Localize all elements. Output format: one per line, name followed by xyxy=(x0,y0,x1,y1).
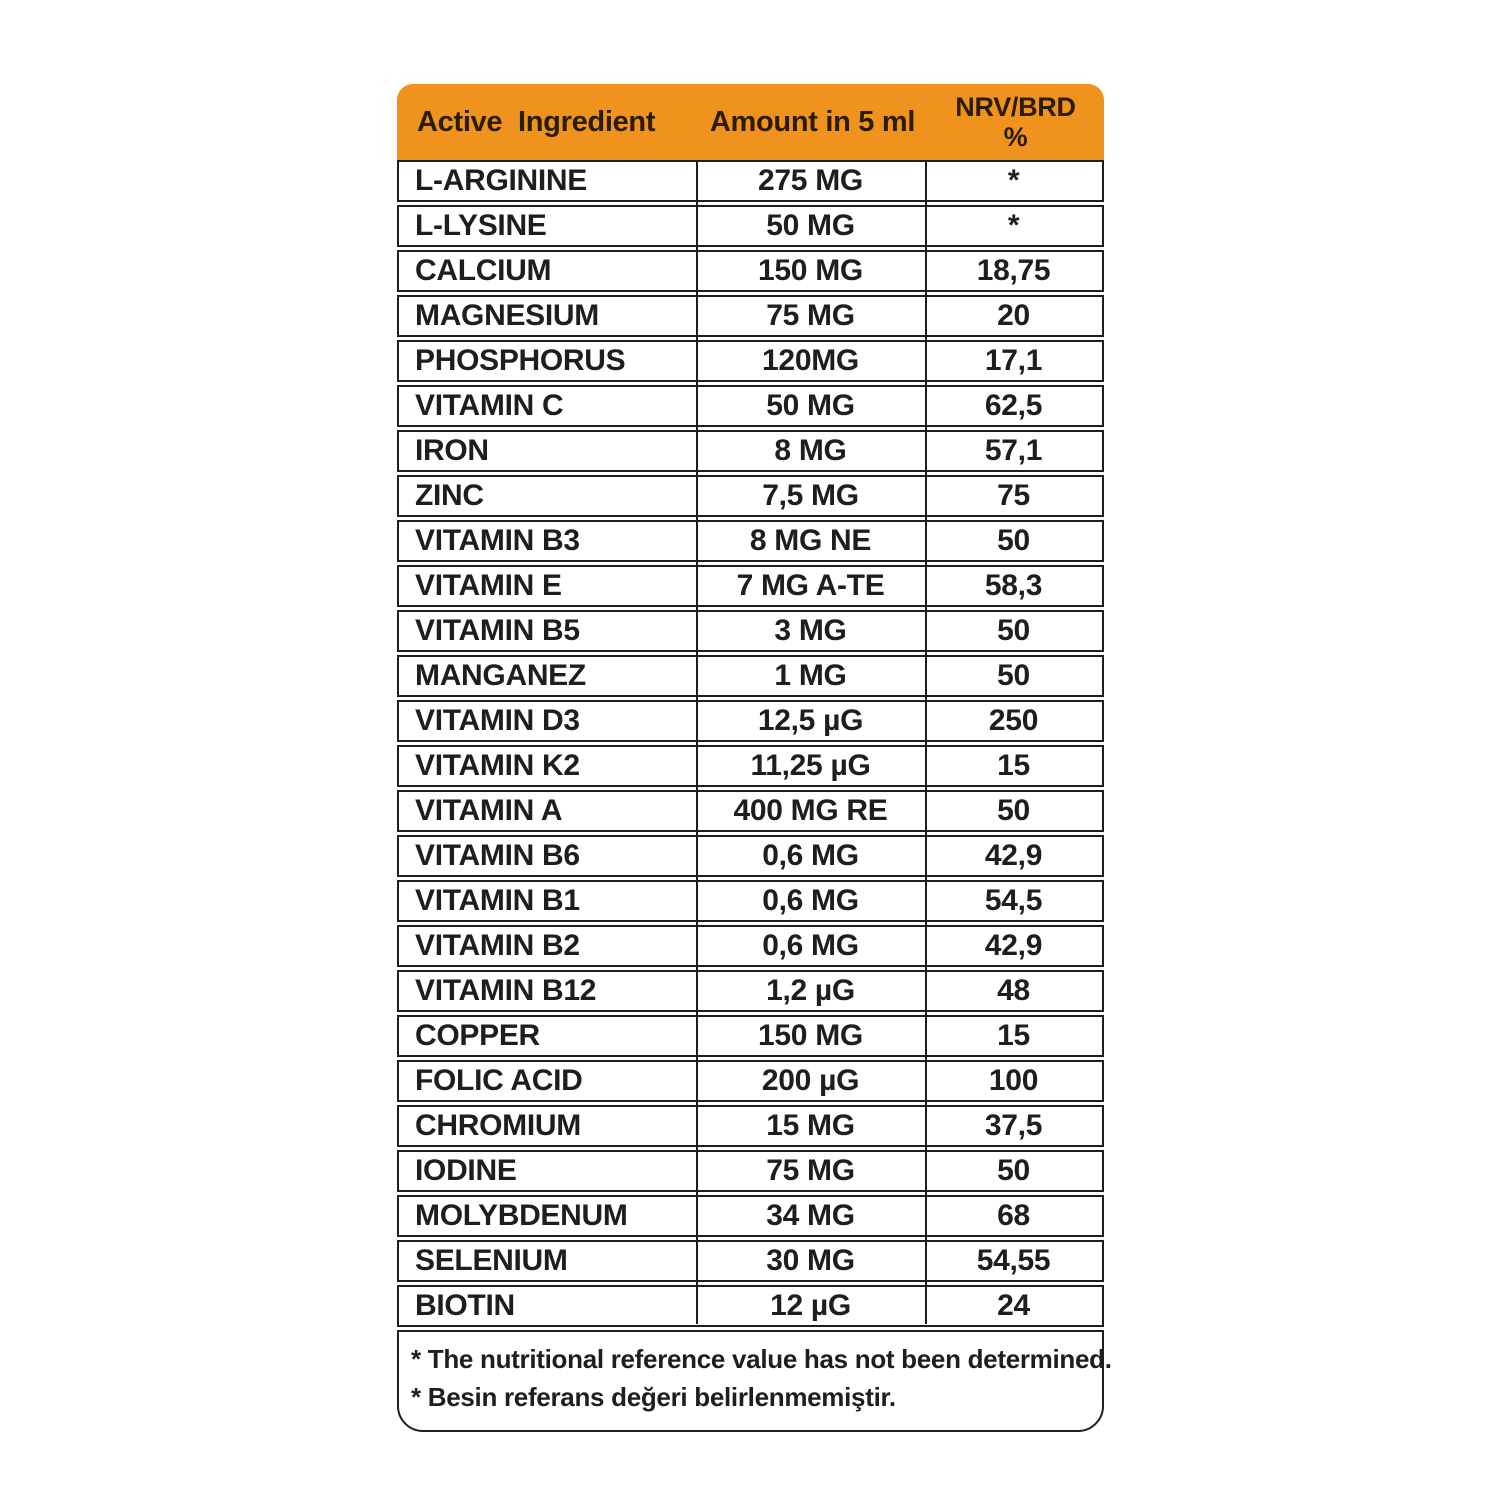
ingredient-amount: 400 MG RE xyxy=(733,794,888,827)
footnote-english: * The nutritional reference value has not been determined. xyxy=(411,1344,1112,1374)
ingredient-amount: 0,6 MG xyxy=(762,839,859,872)
ingredient-amount: 0,6 MG xyxy=(762,884,859,917)
ingredient-nrv-percent: 42,9 xyxy=(984,929,1043,962)
ingredient-amount: 12,5 µG xyxy=(757,704,864,737)
ingredient-name: VITAMIN B12 xyxy=(415,974,597,1007)
ingredient-name: FOLIC ACID xyxy=(415,1064,583,1097)
ingredient-name: VITAMIN K2 xyxy=(415,749,580,782)
ingredient-nrv-percent: 24 xyxy=(997,1289,1030,1322)
table-row xyxy=(397,610,1104,652)
ingredient-nrv-percent: 50 xyxy=(997,614,1030,647)
ingredient-name: VITAMIN A xyxy=(415,794,563,827)
ingredient-amount: 15 MG xyxy=(766,1109,855,1142)
table-row xyxy=(397,835,1104,877)
table-header-row xyxy=(397,84,1104,160)
table-row xyxy=(397,295,1104,337)
ingredient-amount: 12 µG xyxy=(770,1289,851,1322)
ingredient-nrv-percent: 15 xyxy=(997,749,1030,782)
ingredient-nrv-percent: 50 xyxy=(997,659,1030,692)
table-row xyxy=(397,250,1104,292)
ingredient-amount: 150 MG xyxy=(758,1019,863,1052)
ingredient-name: IRON xyxy=(415,434,489,467)
ingredient-name: L-ARGININE xyxy=(415,164,587,197)
ingredient-nrv-percent: 20 xyxy=(997,299,1030,332)
ingredient-name: MANGANEZ xyxy=(415,659,586,692)
table-row xyxy=(397,970,1104,1012)
table-row xyxy=(397,745,1104,787)
ingredient-name: CHROMIUM xyxy=(415,1109,581,1142)
ingredient-nrv-percent: 68 xyxy=(997,1199,1030,1232)
ingredient-amount: 3 MG xyxy=(774,614,847,647)
ingredient-name: VITAMIN B3 xyxy=(415,524,580,557)
ingredient-nrv-percent: * xyxy=(1007,164,1020,197)
ingredient-amount: 11,25 µG xyxy=(750,749,871,782)
ingredient-nrv-percent: 54,55 xyxy=(976,1244,1051,1277)
table-row xyxy=(397,1195,1104,1237)
table-row xyxy=(397,1105,1104,1147)
ingredient-name: MOLYBDENUM xyxy=(415,1199,628,1232)
table-row xyxy=(397,1015,1104,1057)
table-row xyxy=(397,160,1104,202)
table-row xyxy=(397,790,1104,832)
ingredient-nrv-percent: 100 xyxy=(988,1064,1039,1097)
ingredient-nrv-percent: 50 xyxy=(997,524,1030,557)
table-row xyxy=(397,1240,1104,1282)
ingredient-name: ZINC xyxy=(415,479,484,512)
ingredient-name: BIOTIN xyxy=(415,1289,515,1322)
table-row xyxy=(397,520,1104,562)
ingredient-amount: 50 MG xyxy=(766,389,855,422)
ingredient-name: CALCIUM xyxy=(415,254,552,287)
ingredient-name: VITAMIN B5 xyxy=(415,614,580,647)
footnotes-box xyxy=(397,1330,1112,1432)
ingredient-amount: 1 MG xyxy=(774,659,847,692)
table-row xyxy=(397,700,1104,742)
table-row xyxy=(397,385,1104,427)
table-row xyxy=(397,655,1104,697)
table-row xyxy=(397,1285,1104,1327)
ingredient-name: VITAMIN E xyxy=(415,569,562,602)
column-divider xyxy=(925,160,927,1324)
ingredient-nrv-percent: 54,5 xyxy=(984,884,1043,917)
ingredient-name: COPPER xyxy=(415,1019,540,1052)
ingredient-amount: 7 MG A-TE xyxy=(736,569,885,602)
ingredient-amount: 8 MG xyxy=(774,434,847,467)
ingredient-amount: 120MG xyxy=(762,344,859,377)
ingredient-name: L-LYSINE xyxy=(415,209,547,242)
ingredient-nrv-percent: 17,1 xyxy=(984,344,1043,377)
table-row xyxy=(397,1150,1104,1192)
ingredient-nrv-percent: 50 xyxy=(997,794,1030,827)
ingredient-amount: 150 MG xyxy=(758,254,863,287)
ingredient-name: SELENIUM xyxy=(415,1244,568,1277)
ingredient-name: MAGNESIUM xyxy=(415,299,599,332)
header-active-ingredient: Active Ingredient xyxy=(417,105,656,138)
table-row xyxy=(397,475,1104,517)
header-nrv-line1: NRV/BRD xyxy=(955,91,1076,122)
ingredient-nrv-percent: 15 xyxy=(997,1019,1030,1052)
ingredient-amount: 0,6 MG xyxy=(762,929,859,962)
ingredient-amount: 75 MG xyxy=(766,299,855,332)
header-nrv xyxy=(927,92,1104,152)
header-nrv-line2: % xyxy=(1003,122,1028,152)
ingredient-amount: 34 MG xyxy=(766,1199,855,1232)
ingredient-nrv-percent: 75 xyxy=(997,479,1030,512)
table-row xyxy=(397,340,1104,382)
ingredient-nrv-percent: 37,5 xyxy=(984,1109,1043,1142)
ingredient-name: VITAMIN B2 xyxy=(415,929,580,962)
ingredient-nrv-percent: 50 xyxy=(997,1154,1030,1187)
ingredient-name: IODINE xyxy=(415,1154,517,1187)
ingredient-amount: 7,5 MG xyxy=(762,479,859,512)
ingredient-name: VITAMIN C xyxy=(415,389,564,422)
table-body xyxy=(397,160,1104,1327)
table-row xyxy=(397,925,1104,967)
column-divider xyxy=(696,160,698,1324)
ingredient-nrv-percent: 250 xyxy=(988,704,1039,737)
ingredient-amount: 50 MG xyxy=(766,209,855,242)
ingredient-name: VITAMIN B1 xyxy=(415,884,580,917)
ingredient-nrv-percent: 18,75 xyxy=(976,254,1051,287)
table-row xyxy=(397,430,1104,472)
table-row xyxy=(397,205,1104,247)
ingredient-amount: 1,2 µG xyxy=(766,974,855,1007)
footnote-turkish: * Besin referans değeri belirlenmemiştir. xyxy=(411,1382,896,1412)
ingredient-name: VITAMIN D3 xyxy=(415,704,580,737)
ingredient-amount: 8 MG NE xyxy=(749,524,872,557)
table-row xyxy=(397,1060,1104,1102)
ingredient-nrv-percent: 42,9 xyxy=(984,839,1043,872)
ingredient-amount: 75 MG xyxy=(766,1154,855,1187)
ingredient-nrv-percent: 58,3 xyxy=(984,569,1043,602)
ingredient-nrv-percent: * xyxy=(1007,209,1020,242)
ingredient-nrv-percent: 57,1 xyxy=(984,434,1043,467)
ingredient-amount: 30 MG xyxy=(766,1244,855,1277)
ingredient-name: VITAMIN B6 xyxy=(415,839,580,872)
table-row xyxy=(397,880,1104,922)
ingredient-nrv-percent: 48 xyxy=(997,974,1030,1007)
ingredient-amount: 200 µG xyxy=(761,1064,860,1097)
table-row xyxy=(397,565,1104,607)
ingredient-amount: 275 MG xyxy=(758,164,863,197)
ingredient-name: PHOSPHORUS xyxy=(415,344,626,377)
nutrition-facts-table xyxy=(397,84,1112,1432)
ingredient-nrv-percent: 62,5 xyxy=(984,389,1043,422)
header-amount: Amount in 5 ml xyxy=(709,105,916,138)
